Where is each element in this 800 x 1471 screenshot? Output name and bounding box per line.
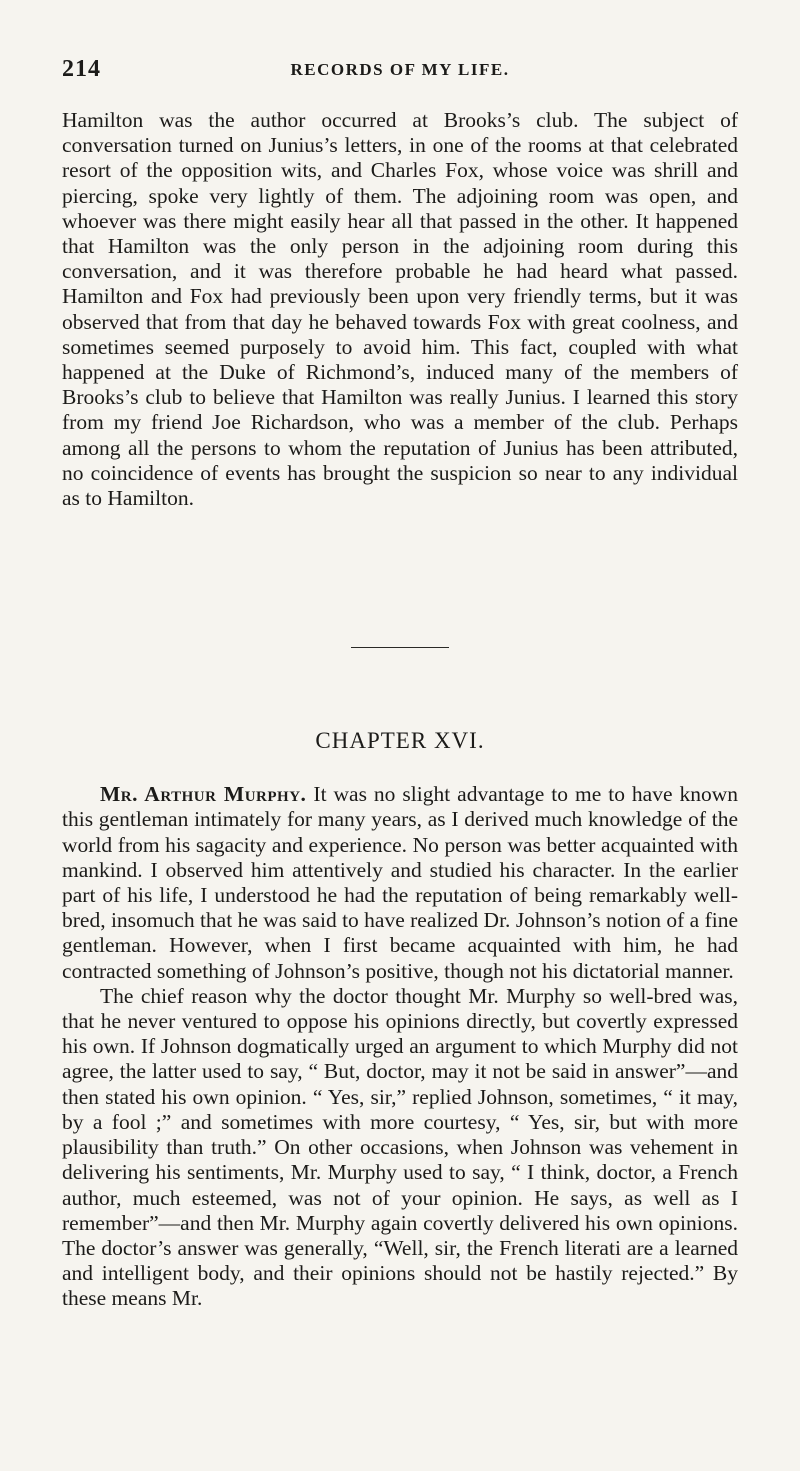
chapter-heading: CHAPTER XVI. [315,728,485,754]
running-title: RECORDS OF MY LIFE. [290,60,510,79]
paragraph-murphy-intro [62,782,738,984]
running-head [62,56,738,92]
paragraph-hamilton: Hamilton was the author occurred at Brooks’s club. The subject of conversation turned on Junius’s letters, in one of the rooms at that celebrated resort of the opposition wits, and Charles Fox, whose voice was shrill and piercing, spoke very lightly of them. The adjoining room was open, and whoever was there might easily hear all that passed in the other. It happened that Hamilton was the only person in the adjoining room during this conversation, and it was therefore probable he had heard what passed. Hamilton and Fox had previously been upon very friendly terms, but it was observed that from that day he behaved towards Fox with great coolness, and sometimes seemed purposely to avoid him. This fact, coupled with what happened at the Duke of Richmond’s, induced many of the members of Brooks’s club to believe that Hamilton was really Junius. I learned this story from my friend Joe Richardson, who was a member of the club. Perhaps among all the persons to whom the reputation of Junius has been attributed, no coincidence of events has brought the suspicion so near to any individual as to Hamilton. [62,108,738,511]
page-number: 214 [62,56,101,82]
paragraph-murphy-intro-text: It was no slight advantage to me to have known this gentleman intimately for many years, as I derived much knowledge of the world from his sagacity and experience. No person was better acquainted with mankind. I observed him attentively and studied his character. In the earlier part of his life, I understood he had the reputation of being remarkably well-bred, insomuch that he was said to have realized Dr. Johnson’s notion of a fine gentleman. However, when I first became acquainted with him, he had contracted something of Johnson’s positive, though not his dictatorial manner. [62,782,739,983]
paragraph-murphy-johnson: The chief reason why the doctor thought Mr. Murphy so well-bred was, that he never ventured to oppose his opinions directly, but covertly expressed his own. If Johnson dogmatically urged an argument to which Murphy did not agree, the latter used to say, “ But, doctor, may it not be said in answer”—and then stated his own opinion. “ Yes, sir,” replied Johnson, sometimes, “ it may, by a fool ;” and sometimes with more courtesy, “ Yes, sir, but with more plausibility than truth.” On other occasions, when Johnson was vehement in delivering his sentiments, Mr. Murphy used to say, “ I think, doctor, a French author, much esteemed, was not of your opinion. He says, as well as I remember”—and then Mr. Murphy again covertly delivered his own opinions. The doctor’s answer was generally, “Well, sir, the French literati are a learned and intelligent body, and their opinions should not be hastily rejected.” By these means Mr. [62,983,738,1311]
section-divider-rule [351,647,449,648]
chapter-lead-name: Mr. Arthur Murphy. [100,782,307,807]
